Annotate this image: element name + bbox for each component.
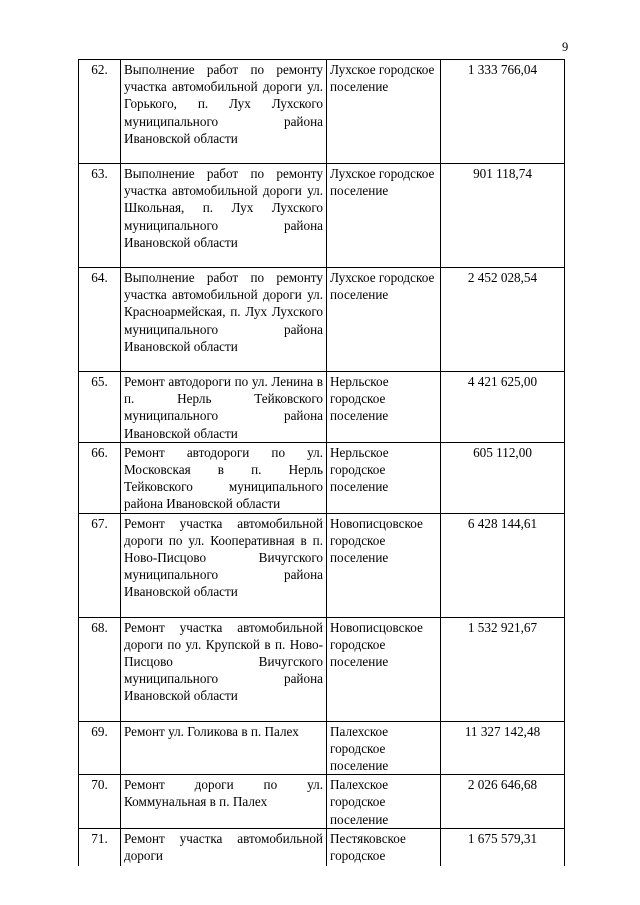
row-number: 68. — [79, 617, 121, 721]
table-row — [79, 268, 565, 372]
work-description: Выполнение работ по ремонту участка автомобильной дороги ул. Горького, п. Лух Лухского муниципального района Ивановской области — [121, 60, 327, 164]
amount-value: 11 327 142,48 — [441, 721, 565, 775]
row-number: 62. — [79, 60, 121, 164]
table-row — [79, 513, 565, 617]
work-description: Ремонт участка автомобильной дороги — [121, 828, 327, 866]
row-number: 63. — [79, 164, 121, 268]
table-row — [79, 617, 565, 721]
amount-value: 605 112,00 — [441, 442, 565, 513]
work-description: Выполнение работ по ремонту участка автомобильной дороги ул. Красноармейская, п. Лух Лухского муниципального района Ивановской области — [121, 268, 327, 372]
amount-value: 1 532 921,67 — [441, 617, 565, 721]
work-description: Выполнение работ по ремонту участка автомобильной дороги ул. Школьная, п. Лух Лухского муниципального района Ивановской области — [121, 164, 327, 268]
work-description: Ремонт ул. Голикова в п. Палех — [121, 721, 327, 775]
settlement-name: Палехское городское поселение — [327, 721, 441, 775]
amount-value: 6 428 144,61 — [441, 513, 565, 617]
amount-value: 2 026 646,68 — [441, 775, 565, 829]
table-row — [79, 775, 565, 829]
settlement-name: Нерльское городское поселение — [327, 372, 441, 443]
row-number: 66. — [79, 442, 121, 513]
table-row — [79, 442, 565, 513]
page-number: 9 — [562, 40, 569, 54]
table-row — [79, 164, 565, 268]
table-row — [79, 721, 565, 775]
funding-table — [78, 59, 565, 866]
amount-value: 1 333 766,04 — [441, 60, 565, 164]
table-row — [79, 60, 565, 164]
row-number: 64. — [79, 268, 121, 372]
row-number: 69. — [79, 721, 121, 775]
work-description: Ремонт дороги по ул. Коммунальная в п. Палех — [121, 775, 327, 829]
settlement-name: Лухское городское поселение — [327, 164, 441, 268]
table-row — [79, 372, 565, 443]
work-description: Ремонт участка автомобильной дороги по ул. Кооперативная в п. Ново-Писцово Вичугского муниципального района Ивановской области — [121, 513, 327, 617]
settlement-name: Новописцовское городское поселение — [327, 513, 441, 617]
amount-value: 2 452 028,54 — [441, 268, 565, 372]
amount-value: 1 675 579,31 — [441, 828, 565, 866]
settlement-name: Новописцовское городское поселение — [327, 617, 441, 721]
work-description: Ремонт участка автомобильной дороги по ул. Крупской в п. Ново-Писцово Вичугского муниципального района Ивановской области — [121, 617, 327, 721]
row-number: 70. — [79, 775, 121, 829]
amount-value: 4 421 625,00 — [441, 372, 565, 443]
settlement-name: Лухское городское поселение — [327, 268, 441, 372]
settlement-name: Лухское городское поселение — [327, 60, 441, 164]
settlement-name: Палехское городское поселение — [327, 775, 441, 829]
amount-value: 901 118,74 — [441, 164, 565, 268]
settlement-name: Нерльское городское поселение — [327, 442, 441, 513]
row-number: 67. — [79, 513, 121, 617]
settlement-name: Пестяковское городское — [327, 828, 441, 866]
row-number: 71. — [79, 828, 121, 866]
work-description: Ремонт автодороги по ул. Московская в п. Нерль Тейковского муниципального района Ивановской области — [121, 442, 327, 513]
row-number: 65. — [79, 372, 121, 443]
work-description: Ремонт автодороги по ул. Ленина в п. Нерль Тейковского муниципального района Ивановской области — [121, 372, 327, 443]
table-row — [79, 828, 565, 866]
